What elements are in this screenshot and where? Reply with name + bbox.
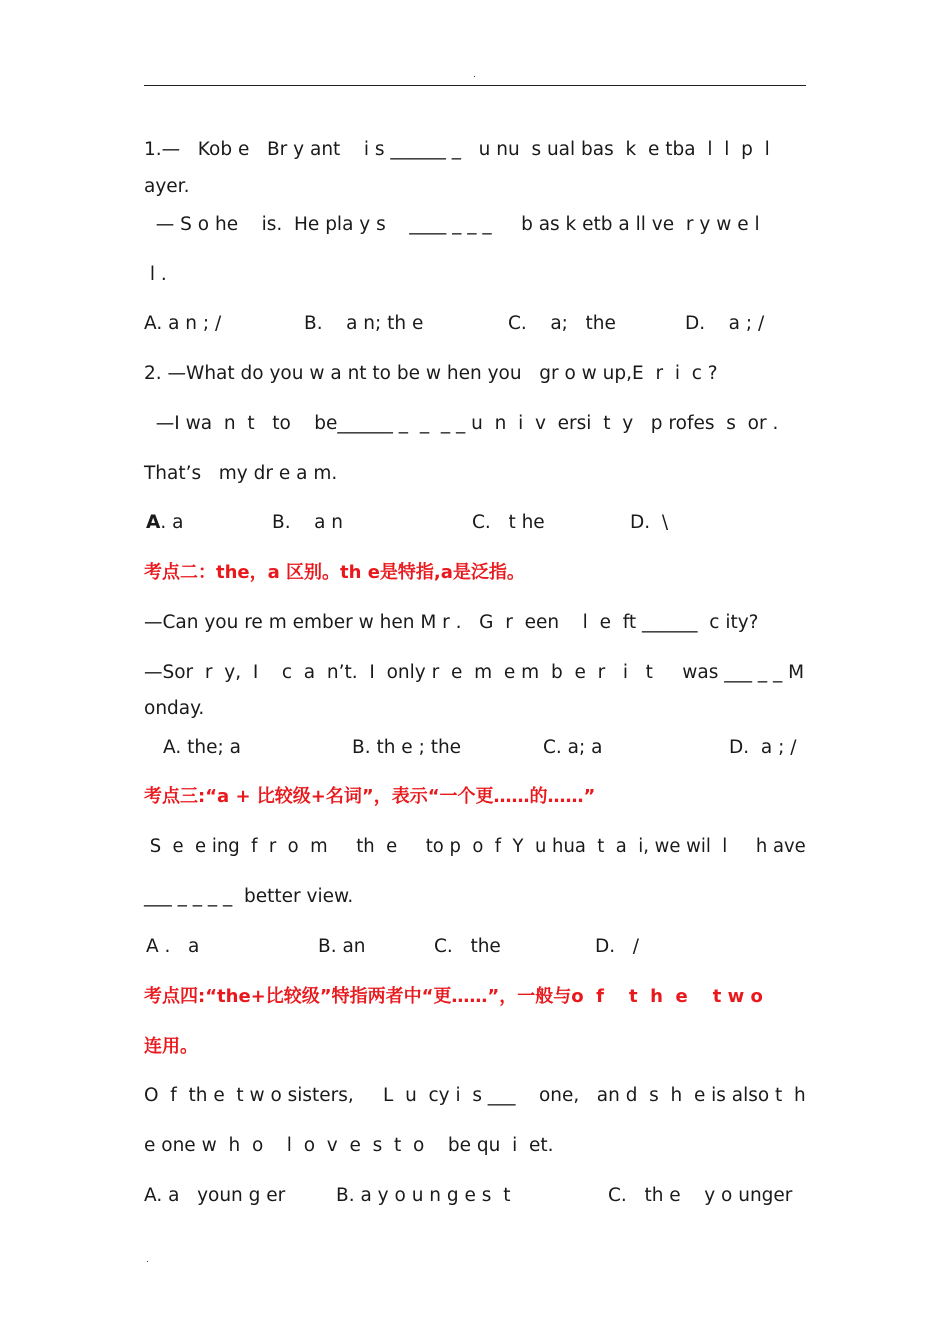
q2-line-3: That’s my dr e a m. bbox=[144, 463, 338, 484]
q5-option-a: A. a youn g er bbox=[144, 1185, 286, 1206]
point-3-heading: 考点三:“a + 比较级+名词”，表示“一个更……的……” bbox=[144, 786, 596, 807]
q1-option-d: D. a ; / bbox=[685, 313, 765, 334]
q1-line-1: 1.— Kob e Br y ant i s ______ _ u nu s ual bas k e tba l l p l bbox=[144, 139, 770, 160]
q3-option-d: D. a ; / bbox=[729, 737, 797, 758]
q1-option-c: C. a; the bbox=[508, 313, 616, 334]
header-rule bbox=[144, 85, 806, 86]
q2-line-1: 2. —What do you w a nt to be w hen you gr o w up,E r i c ? bbox=[144, 363, 718, 384]
q3-option-a: A. the; a bbox=[163, 737, 241, 758]
point-2-heading: 考点二：the，a 区别。th e是特指,a是泛指。 bbox=[144, 562, 525, 583]
q5-option-b: B. a y o u n g e s t bbox=[336, 1185, 511, 1206]
q4-line-2: ___ _ _ _ _ better view. bbox=[144, 886, 354, 907]
q3-option-b: B. th e ; the bbox=[352, 737, 462, 758]
q4-line-1: S e e ing f r o m th e to p o f Y u hua t a i, we wil l h ave bbox=[144, 836, 806, 857]
point-4-heading: 考点四:“the+比较级”特指两者中“更……”，一般与o f t h e t w o bbox=[144, 986, 763, 1007]
q4-option-a: A . a bbox=[146, 936, 200, 957]
q2-option-d: D. \ bbox=[630, 512, 669, 533]
q3-line-1: —Can you re m ember w hen M r . G r een l e ft ______ c ity? bbox=[144, 612, 759, 633]
q3-option-c: C. a; a bbox=[543, 737, 603, 758]
q4-option-b: B. an bbox=[318, 936, 366, 957]
q2-option-a bbox=[146, 512, 183, 534]
q1-line-2: ayer. bbox=[144, 176, 190, 197]
q2-option-b: B. a n bbox=[272, 512, 344, 533]
q5-line-1: O f th e t w o sisters, L u cy i s ___ one, an d s h e is also t h bbox=[144, 1085, 806, 1106]
q5-line-2: e one w h o l o v e s t o be qu i et. bbox=[144, 1135, 554, 1156]
header-dot: . bbox=[473, 70, 476, 80]
q4-option-d: D. / bbox=[595, 936, 640, 957]
q1-option-a: A. a n ; / bbox=[144, 313, 222, 334]
q1-line-3: — S o he is. He pla y s ____ _ _ _ b as k etb a ll ve r y w e l bbox=[144, 214, 760, 235]
q3-line-2: —Sor r y, I c a n’t. I only r e m e m b e r i t was ___ _ _ M bbox=[144, 662, 805, 683]
q2-option-a-letter: A bbox=[146, 512, 161, 533]
q2-option-a-text: . a bbox=[160, 512, 184, 533]
q3-line-3: onday. bbox=[144, 698, 205, 719]
q1-line-4: l . bbox=[144, 264, 167, 285]
q2-option-c: C. t he bbox=[472, 512, 545, 533]
q4-option-c: C. the bbox=[434, 936, 501, 957]
q2-line-2: —I wa n t to be______ _ _ _ _ u n i v ersi t y p rofes s or . bbox=[144, 413, 779, 434]
q1-option-b: B. a n; th e bbox=[304, 313, 424, 334]
q5-option-c: C. th e y o unger bbox=[608, 1185, 793, 1206]
footer-dot: . bbox=[146, 1255, 149, 1265]
point-4-heading-cont: 连用。 bbox=[144, 1036, 198, 1057]
